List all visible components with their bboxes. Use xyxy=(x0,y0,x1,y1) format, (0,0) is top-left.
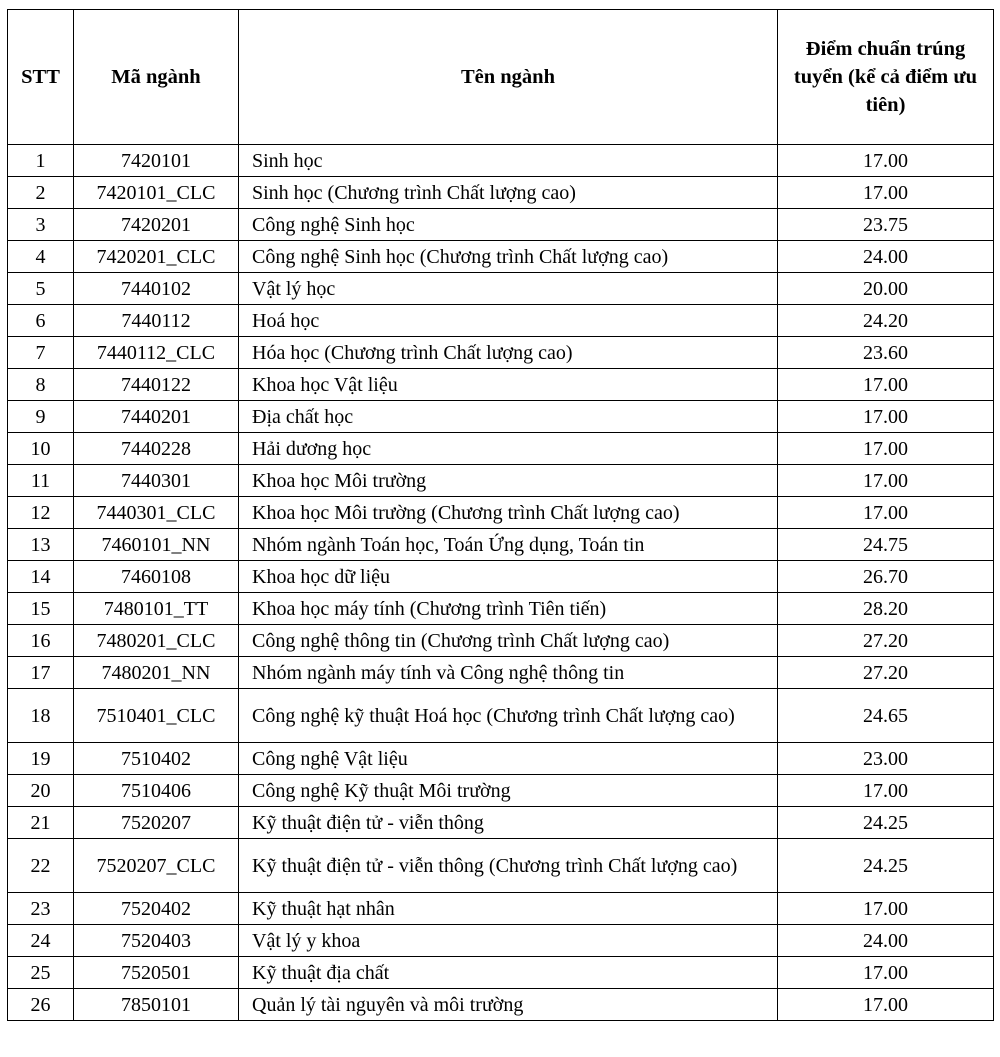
row-major-name-cell: Hải dương học xyxy=(239,433,778,465)
row-stt-cell: 23 xyxy=(8,893,74,925)
row-major-name-cell: Địa chất học xyxy=(239,401,778,433)
table-row xyxy=(8,177,994,209)
table-row xyxy=(8,241,994,273)
row-stt-cell: 13 xyxy=(8,529,74,561)
row-stt-cell: 16 xyxy=(8,625,74,657)
row-stt-cell: 1 xyxy=(8,145,74,177)
row-cutoff-score-cell: 24.25 xyxy=(778,839,994,893)
table-body xyxy=(8,145,994,1021)
row-major-name-cell: Công nghệ Sinh học (Chương trình Chất lượng cao) xyxy=(239,241,778,273)
row-stt-cell: 20 xyxy=(8,775,74,807)
row-major-code-cell: 7460108 xyxy=(74,561,239,593)
row-major-name-cell: Khoa học Môi trường xyxy=(239,465,778,497)
row-major-code-cell: 7850101 xyxy=(74,989,239,1021)
row-major-code-cell: 7420101 xyxy=(74,145,239,177)
row-stt-cell: 5 xyxy=(8,273,74,305)
table-header xyxy=(8,10,994,145)
row-major-code-cell: 7520501 xyxy=(74,957,239,989)
row-cutoff-score-cell: 20.00 xyxy=(778,273,994,305)
row-major-name-cell: Vật lý học xyxy=(239,273,778,305)
row-stt-cell: 7 xyxy=(8,337,74,369)
row-major-name-cell: Hoá học xyxy=(239,305,778,337)
row-major-code-cell: 7420101_CLC xyxy=(74,177,239,209)
row-cutoff-score-cell: 17.00 xyxy=(778,401,994,433)
table-row xyxy=(8,209,994,241)
row-major-code-cell: 7440112_CLC xyxy=(74,337,239,369)
row-stt-cell: 26 xyxy=(8,989,74,1021)
table-row xyxy=(8,145,994,177)
table-row xyxy=(8,925,994,957)
row-major-code-cell: 7420201 xyxy=(74,209,239,241)
row-major-code-cell: 7520207 xyxy=(74,807,239,839)
table-row xyxy=(8,657,994,689)
table-row xyxy=(8,273,994,305)
row-stt-cell: 12 xyxy=(8,497,74,529)
row-cutoff-score-cell: 17.00 xyxy=(778,775,994,807)
header-stt: STT xyxy=(8,10,74,145)
row-stt-cell: 19 xyxy=(8,743,74,775)
row-cutoff-score-cell: 24.00 xyxy=(778,241,994,273)
table-row xyxy=(8,465,994,497)
header-major-name: Tên ngành xyxy=(239,10,778,145)
row-stt-cell: 3 xyxy=(8,209,74,241)
row-stt-cell: 2 xyxy=(8,177,74,209)
row-cutoff-score-cell: 27.20 xyxy=(778,657,994,689)
row-major-name-cell: Kỹ thuật địa chất xyxy=(239,957,778,989)
row-major-name-cell: Nhóm ngành Toán học, Toán Ứng dụng, Toán tin xyxy=(239,529,778,561)
row-major-code-cell: 7440201 xyxy=(74,401,239,433)
row-major-name-cell: Hóa học (Chương trình Chất lượng cao) xyxy=(239,337,778,369)
row-cutoff-score-cell: 26.70 xyxy=(778,561,994,593)
row-major-code-cell: 7440301 xyxy=(74,465,239,497)
row-major-code-cell: 7520207_CLC xyxy=(74,839,239,893)
row-major-name-cell: Công nghệ Kỹ thuật Môi trường xyxy=(239,775,778,807)
row-major-name-cell: Khoa học dữ liệu xyxy=(239,561,778,593)
row-major-name-cell: Công nghệ Sinh học xyxy=(239,209,778,241)
row-stt-cell: 8 xyxy=(8,369,74,401)
row-major-name-cell: Khoa học Môi trường (Chương trình Chất lượng cao) xyxy=(239,497,778,529)
row-major-code-cell: 7480201_CLC xyxy=(74,625,239,657)
table-row xyxy=(8,529,994,561)
row-major-code-cell: 7480201_NN xyxy=(74,657,239,689)
row-major-code-cell: 7520402 xyxy=(74,893,239,925)
table-row xyxy=(8,369,994,401)
row-major-name-cell: Vật lý y khoa xyxy=(239,925,778,957)
row-major-name-cell: Quản lý tài nguyên và môi trường xyxy=(239,989,778,1021)
row-major-name-cell: Sinh học (Chương trình Chất lượng cao) xyxy=(239,177,778,209)
row-major-code-cell: 7510406 xyxy=(74,775,239,807)
row-major-name-cell: Khoa học máy tính (Chương trình Tiên tiến) xyxy=(239,593,778,625)
row-cutoff-score-cell: 23.60 xyxy=(778,337,994,369)
row-stt-cell: 4 xyxy=(8,241,74,273)
row-cutoff-score-cell: 17.00 xyxy=(778,989,994,1021)
row-major-code-cell: 7480101_TT xyxy=(74,593,239,625)
row-stt-cell: 9 xyxy=(8,401,74,433)
row-major-name-cell: Kỹ thuật điện tử - viễn thông xyxy=(239,807,778,839)
row-major-name-cell: Công nghệ kỹ thuật Hoá học (Chương trình Chất lượng cao) xyxy=(239,689,778,743)
row-cutoff-score-cell: 24.75 xyxy=(778,529,994,561)
cut-off-footnote xyxy=(0,1047,1000,1057)
header-major-code: Mã ngành xyxy=(74,10,239,145)
row-stt-cell: 18 xyxy=(8,689,74,743)
row-stt-cell: 10 xyxy=(8,433,74,465)
table-row xyxy=(8,497,994,529)
row-major-name-cell: Kỹ thuật hạt nhân xyxy=(239,893,778,925)
row-cutoff-score-cell: 17.00 xyxy=(778,957,994,989)
row-cutoff-score-cell: 17.00 xyxy=(778,465,994,497)
row-major-code-cell: 7440112 xyxy=(74,305,239,337)
row-cutoff-score-cell: 17.00 xyxy=(778,145,994,177)
row-stt-cell: 6 xyxy=(8,305,74,337)
row-cutoff-score-cell: 28.20 xyxy=(778,593,994,625)
row-major-code-cell: 7440301_CLC xyxy=(74,497,239,529)
table-row xyxy=(8,743,994,775)
row-major-code-cell: 7420201_CLC xyxy=(74,241,239,273)
row-stt-cell: 25 xyxy=(8,957,74,989)
row-stt-cell: 24 xyxy=(8,925,74,957)
row-major-code-cell: 7520403 xyxy=(74,925,239,957)
table-row xyxy=(8,807,994,839)
row-major-code-cell: 7440122 xyxy=(74,369,239,401)
table-row xyxy=(8,893,994,925)
row-cutoff-score-cell: 23.00 xyxy=(778,743,994,775)
row-major-name-cell: Nhóm ngành máy tính và Công nghệ thông tin xyxy=(239,657,778,689)
row-major-code-cell: 7440102 xyxy=(74,273,239,305)
table-row xyxy=(8,957,994,989)
row-major-name-cell: Công nghệ thông tin (Chương trình Chất lượng cao) xyxy=(239,625,778,657)
row-stt-cell: 11 xyxy=(8,465,74,497)
row-stt-cell: 17 xyxy=(8,657,74,689)
row-stt-cell: 22 xyxy=(8,839,74,893)
row-cutoff-score-cell: 17.00 xyxy=(778,497,994,529)
table-row xyxy=(8,337,994,369)
header-cutoff-score: Điểm chuẩn trúng tuyển (kể cả điểm ưu tiên) xyxy=(778,10,994,145)
table-row xyxy=(8,689,994,743)
row-cutoff-score-cell: 24.25 xyxy=(778,807,994,839)
table-row xyxy=(8,305,994,337)
header-row xyxy=(8,10,994,145)
row-stt-cell: 14 xyxy=(8,561,74,593)
row-major-code-cell: 7510401_CLC xyxy=(74,689,239,743)
row-cutoff-score-cell: 17.00 xyxy=(778,433,994,465)
table-row xyxy=(8,433,994,465)
row-stt-cell: 21 xyxy=(8,807,74,839)
row-cutoff-score-cell: 24.20 xyxy=(778,305,994,337)
row-major-code-cell: 7440228 xyxy=(74,433,239,465)
admission-score-table xyxy=(7,9,994,1021)
row-cutoff-score-cell: 27.20 xyxy=(778,625,994,657)
row-major-name-cell: Sinh học xyxy=(239,145,778,177)
row-cutoff-score-cell: 24.00 xyxy=(778,925,994,957)
row-major-name-cell: Khoa học Vật liệu xyxy=(239,369,778,401)
row-major-code-cell: 7510402 xyxy=(74,743,239,775)
row-cutoff-score-cell: 17.00 xyxy=(778,893,994,925)
table-row xyxy=(8,839,994,893)
table-row xyxy=(8,593,994,625)
table-row xyxy=(8,989,994,1021)
table-row xyxy=(8,401,994,433)
row-major-code-cell: 7460101_NN xyxy=(74,529,239,561)
table-row xyxy=(8,561,994,593)
table-row xyxy=(8,625,994,657)
row-cutoff-score-cell: 17.00 xyxy=(778,369,994,401)
table-row xyxy=(8,775,994,807)
row-stt-cell: 15 xyxy=(8,593,74,625)
row-major-name-cell: Công nghệ Vật liệu xyxy=(239,743,778,775)
row-cutoff-score-cell: 17.00 xyxy=(778,177,994,209)
row-cutoff-score-cell: 24.65 xyxy=(778,689,994,743)
row-cutoff-score-cell: 23.75 xyxy=(778,209,994,241)
row-major-name-cell: Kỹ thuật điện tử - viễn thông (Chương trình Chất lượng cao) xyxy=(239,839,778,893)
